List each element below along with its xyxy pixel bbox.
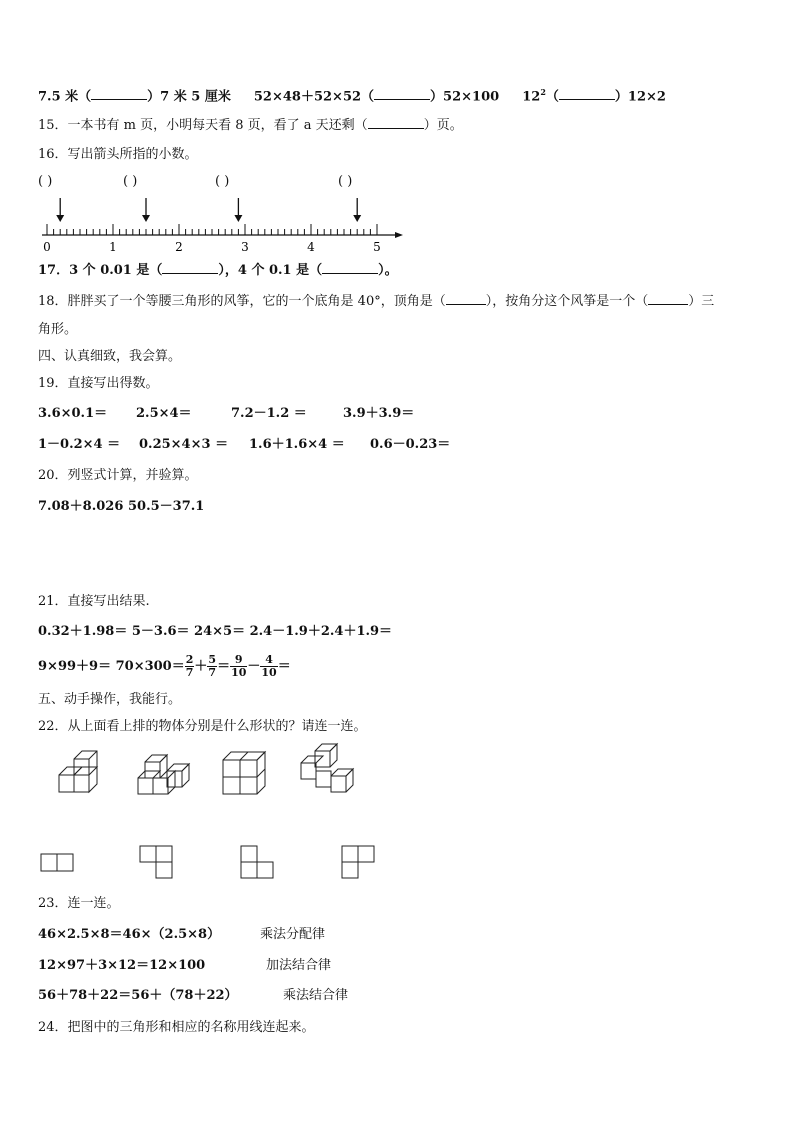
calc-item: 3.6×0.1＝: [38, 406, 108, 421]
top-view-2[interactable]: [139, 845, 177, 881]
question-24-title: 24．把图中的三角形和相应的名称用线连起来。: [38, 1020, 315, 1035]
fraction: $\frac{4}{10}$: [261, 653, 277, 679]
calc-item: 7.2－1.2 ＝: [231, 406, 307, 421]
paren-4[interactable]: ( ): [338, 174, 353, 189]
question-18-cont: 角形。: [38, 322, 78, 337]
expression-item[interactable]: 56＋78＋22＝56＋（78＋22）: [38, 988, 238, 1003]
pointer-arrow: [56, 198, 64, 222]
tick-label: 2: [175, 240, 183, 254]
expression-item[interactable]: 46×2.5×8＝46×（2.5×8）: [38, 927, 221, 942]
calc-row: 0.32＋1.98＝ 5－3.6＝ 24×5＝ 2.4－1.9＋2.4＋1.9＝: [38, 624, 393, 639]
calc-item: 1.6＋1.6×4 ＝: [249, 437, 345, 452]
cube-figure-3[interactable]: [220, 750, 270, 796]
question-18: 18．胖胖买了一个等腰三角形的风筝，它的一个底角是 40°，顶角是（ ），按角分这个风筝是一个（ ）三: [38, 294, 715, 309]
paren-3[interactable]: ( ): [215, 174, 230, 189]
answer-blank[interactable]: [648, 292, 688, 305]
top-view-1[interactable]: [40, 853, 76, 873]
question-19-title: 19．直接写出得数。: [38, 376, 159, 391]
calc-item: 7.08＋8.026: [38, 499, 124, 514]
cube-figure-1[interactable]: [55, 755, 105, 797]
calc-item: 0.25×4×3 ＝: [139, 437, 229, 452]
answer-blank[interactable]: [162, 261, 218, 274]
calc-item: 3.9＋3.9＝: [343, 406, 415, 421]
pointer-arrow: [142, 198, 150, 222]
fraction: $\frac{2}{7}$: [185, 653, 194, 679]
answer-blank[interactable]: [322, 261, 378, 274]
answer-blank[interactable]: [446, 292, 486, 305]
calc-item: 50.5－37.1: [128, 499, 205, 514]
tick-label: 4: [307, 240, 315, 254]
top-view-3[interactable]: [240, 845, 278, 881]
axis-arrowhead: [395, 232, 403, 238]
tick-label: 0: [43, 240, 51, 254]
question-23-title: 23．连一连。: [38, 896, 120, 911]
question-21-title: 21．直接写出结果.: [38, 594, 150, 609]
question-20-title: 20．列竖式计算，并验算。: [38, 468, 198, 483]
fraction: $\frac{9}{10}$: [231, 653, 247, 679]
paren-1[interactable]: ( ): [38, 174, 53, 189]
question-17: 17．3 个 0.01 是（ ），4 个 0.1 是（ ）。: [38, 263, 398, 278]
top-view-4[interactable]: [341, 845, 379, 881]
law-label[interactable]: 乘法分配律: [260, 927, 326, 942]
calc-item: 0.6－0.23＝: [370, 437, 451, 452]
paren-2[interactable]: ( ): [123, 174, 138, 189]
pointer-arrow: [353, 198, 361, 222]
fraction: $\frac{5}{7}$: [208, 653, 217, 679]
cube-figure-2[interactable]: [135, 748, 190, 800]
cube-figure-4[interactable]: [298, 743, 356, 797]
pointer-arrow: [234, 198, 242, 222]
question-16-title: 16．写出箭头所指的小数。: [38, 147, 198, 162]
q14-row: 7.5 米（ ）7 米 5 厘米 52×48＋52×52（ ）52×100 $12^2$（ ）12×2: [38, 87, 666, 105]
calc-item: 2.5×4＝: [136, 406, 192, 421]
question-22-title: 22．从上面看上排的物体分别是什么形状的？请连一连。: [38, 719, 367, 734]
tick-label: 3: [241, 240, 249, 254]
question-15: 15．一本书有 m 页，小明每天看 8 页，看了 a 天还剩（ ）页。: [38, 118, 463, 133]
section-4-heading: 四、认真细致，我会算。: [38, 349, 182, 364]
section-5-heading: 五、动手操作，我能行。: [38, 692, 182, 707]
tick-label: 5: [373, 240, 381, 254]
calc-item: 1－0.2×4 ＝: [38, 437, 121, 452]
expression-item[interactable]: 12×97＋3×12＝12×100: [38, 958, 206, 973]
calc-row-fractions: 9×99＋9＝ 70×300＝ $\frac{2}{7}$ ＋ $\frac{5}{7}$ ＝ $\frac{9}{10}$ － $\frac{4}{10}$ ＝: [38, 653, 291, 679]
law-label[interactable]: 乘法结合律: [283, 988, 349, 1003]
law-label[interactable]: 加法结合律: [266, 958, 332, 973]
tick-label: 1: [109, 240, 117, 254]
